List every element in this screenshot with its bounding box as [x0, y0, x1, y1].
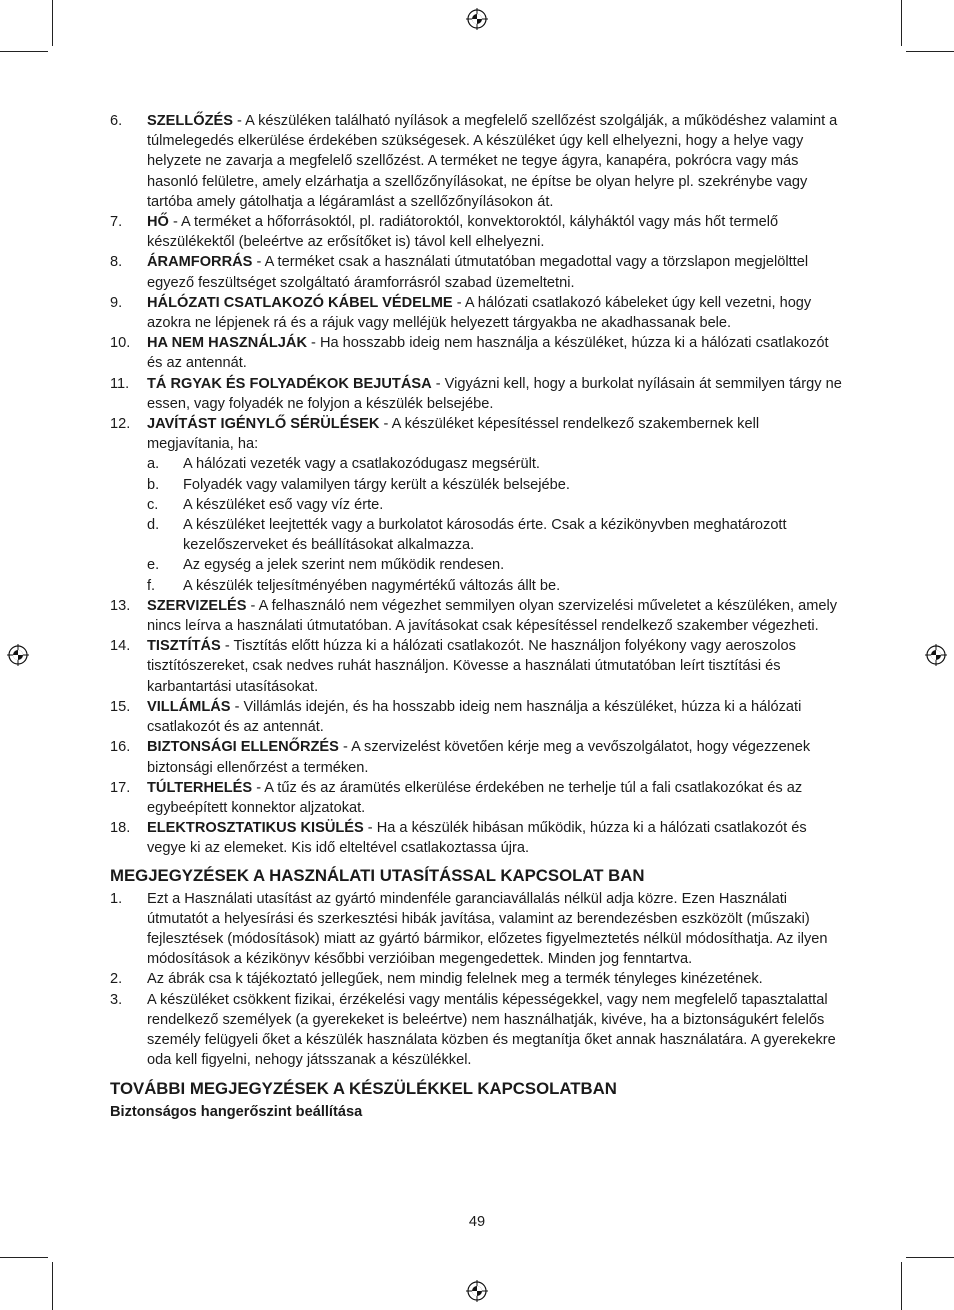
item-number: 10. [110, 335, 131, 352]
crop-mark [901, 0, 902, 46]
sub-item-text: A készülék teljesítményében nagymértékű változás állt be. [183, 577, 561, 594]
page-number: 49 [468, 1214, 486, 1230]
list-item [110, 252, 846, 292]
sub-list-item [147, 555, 846, 575]
item-body [147, 414, 846, 454]
crop-mark [901, 1262, 902, 1310]
sub-item-letter: f. [147, 577, 156, 594]
item-title: ÁRAMFORRÁS [147, 254, 253, 271]
list-item [110, 111, 846, 212]
safety-list [110, 111, 846, 859]
section-heading-additional: TOVÁBBI MEGJEGYZÉSEK A KÉSZÜLÉKKEL KAPCSOLATBAN [110, 1079, 617, 1099]
sub-item-text: Folyadék vagy valamilyen tárgy került a készülék belsejébe. [183, 476, 570, 493]
item-text: - Villámlás idején, és ha hosszabb ideig nem használja a készüléket, húzza ki a hálózati csatlakozót és az antennát. [147, 698, 802, 736]
item-title: VILLÁMLÁS [147, 698, 231, 715]
list-item [110, 697, 846, 737]
sub-item-text: A hálózati vezeték vagy a csatlakozódugasz megsérült. [183, 456, 540, 473]
sub-list-item [147, 495, 846, 515]
crop-mark [906, 51, 954, 52]
section-heading-notes: MEGJEGYZÉSEK A HASZNÁLATI UTASÍTÁSSAL KAPCSOLAT BAN [110, 865, 645, 885]
list-item [110, 333, 846, 373]
list-item [110, 737, 846, 777]
page-content [110, 111, 846, 1122]
crop-mark [0, 51, 48, 52]
crop-mark [52, 0, 53, 46]
list-item [110, 969, 846, 989]
list-item [110, 293, 846, 333]
item-number: 9. [110, 294, 123, 311]
item-number: 8. [110, 254, 123, 271]
item-number: 15. [110, 698, 131, 715]
item-number: 2. [110, 971, 123, 988]
item-title: TÁ RGYAK ÉS FOLYADÉKOK BEJUTÁSA [147, 375, 432, 392]
item-text: - A készüléken található nyílások a megfelelő szellőzést szolgálják, a működéshez valamint a túlmelegedés elkerülése érdekében szükségesek. A készüléket úgy kell elhelyezni, hogy a helye vagy helyzete ne zavarja a megfelelő szellőzést. A terméket ne tegye ágyra, kanapéra, pokrócra vagy más hasonló felületre, amely elzárhatja a szellőzőnyílásokat, ne építse be olyan helyre pl. szekrénybe vagy tartóba amely gátolhatja a légáramlást a szellőzőnyílásokon át. [147, 113, 838, 210]
item-body [147, 212, 846, 252]
list-item [110, 414, 846, 454]
item-title: HŐ [147, 214, 169, 231]
registration-mark-icon [466, 8, 488, 30]
item-text: - A tűz és az áramütés elkerülése érdekében ne terhelje túl a fali csatlakozókat és az egybeépített konnektor aljzatokat. [147, 779, 803, 816]
sub-item-text: Az egység a jelek szerint nem működik rendesen. [183, 557, 505, 574]
item-number: 12. [110, 416, 131, 433]
registration-mark-icon [466, 1280, 488, 1302]
item-text: - A terméket a hőforrásoktól, pl. radiátoroktól, konvektoroktól, kályháktól vagy más hőt termelő készülékektől (beleértve az erősítőket is) távol kell elhelyezni. [147, 214, 779, 251]
item-number: 13. [110, 597, 131, 614]
item-title: SZELLŐZÉS [147, 113, 233, 129]
item-text: A készüléket csökkent fizikai, érzékelési vagy mentális képességekkel, vagy nem megfelelő tapasztalattal rendelkező személyek (a gyerekeket is beleértve) nem használhatják, kivéve, ha a biztonságukért felelős személy felügyeli őket a készülék használata közben és megtanítja őket annak használatára. A gyerekekre oda kell figyelni, nehogy játsszanak a készülékkel. [147, 991, 836, 1069]
sub-item-text: A készüléket leejtették vagy a burkolatot károsodás érte. Csak a kézikönyvben meghatározott kezelőszerveket és beállításokat alkalmazza. [183, 517, 787, 554]
list-item [110, 818, 846, 858]
item-number: 18. [110, 820, 131, 837]
item-text: - Ha a készülék hibásan működik, húzza ki a hálózati csatlakozót és vegye ki az elemeket. Kis idő elteltével csatlakoztassa újra. [147, 820, 807, 857]
sub-list-item [147, 576, 846, 596]
list-item [110, 596, 846, 636]
item-title: TISZTÍTÁS [147, 638, 221, 655]
item-title: JAVÍTÁST IGÉNYLŐ SÉRÜLÉSEK [147, 416, 380, 433]
item-text: - A szervizelést követően kérje meg a vevőszolgálatot, hogy végezzenek biztonsági ellenőrzést a terméken. [147, 739, 811, 776]
item-number: 6. [110, 113, 123, 129]
item-body [147, 697, 846, 737]
sub-item-text: A készüléket eső vagy víz érte. [183, 496, 384, 513]
item-number: 3. [110, 991, 123, 1008]
item-number: 11. [110, 375, 130, 392]
sub-item-letter: a. [147, 456, 160, 473]
sub-list-item [147, 454, 846, 474]
sub-item-letter: d. [147, 517, 160, 534]
crop-mark [52, 1262, 53, 1310]
item-number: 17. [110, 779, 131, 796]
item-number: 1. [110, 890, 123, 907]
item-body [147, 778, 846, 818]
item-text: - A készüléket képesítéssel rendelkező szakembernek kell megjavítania, ha: [147, 416, 760, 453]
sub-list-item [147, 515, 846, 555]
notes-list [110, 889, 846, 1071]
item-text: - Tisztítás előtt húzza ki a hálózati csatlakozót. Ne használjon folyékony vagy aeroszolos tisztítószereket, csak nedves ruhát használjon. Kövesse a használati útmutatóban leírt tisztítási és karbantartási utasításokat. [147, 638, 796, 695]
subsection-heading: Biztonságos hangerőszint beállítása [110, 1104, 363, 1121]
item-number: 16. [110, 739, 131, 756]
item-text: Az ábrák csa k tájékoztató jellegűek, nem mindig felelnek meg a termék tényleges kinézetének. [147, 971, 763, 988]
item-title: HA NEM HASZNÁLJÁK [147, 335, 307, 352]
item-body [147, 636, 846, 697]
item-number: 14. [110, 638, 131, 655]
item-body [147, 111, 846, 212]
item-body [147, 818, 846, 858]
item-number: 7. [110, 214, 123, 231]
registration-mark-icon [925, 644, 947, 666]
list-item [110, 778, 846, 818]
sub-list-item [147, 475, 846, 495]
crop-mark [906, 1257, 954, 1258]
item-body [147, 596, 846, 636]
item-body [147, 252, 846, 292]
item-title: TÚLTERHELÉS [147, 779, 253, 796]
item-title: ELEKTROSZTATIKUS KISÜLÉS [147, 820, 364, 837]
item-body [147, 374, 846, 414]
sub-item-letter: b. [147, 476, 160, 493]
item-text: - Ha hosszabb ideig nem használja a készüléket, húzza ki a hálózati csatlakozót és az antennát. [147, 335, 829, 372]
crop-mark [0, 1257, 48, 1258]
sub-item-letter: c. [147, 496, 159, 513]
list-item [110, 889, 846, 970]
item-body [147, 293, 846, 333]
item-text: Ezt a Használati utasítást az gyártó mindenféle garanciavállalás nélkül adja közre. Ezen Használati útmutatót a helyesírási és szerkesztési hibák javítása, valamint az berendezésben eszközölt (műszaki) fejlesztések (módosítások) miatt az gyártó bármikor, előzetes figyelmeztetés nélkül módosíthatja. Az ilyen módosítások a kézikönyv későbbi verzióiban megengedettek. Minden jog fenntartva. [147, 890, 828, 968]
list-item [110, 212, 846, 252]
item-text: - A felhasználó nem végezhet semmilyen olyan szervizelési műveletet a készüléken, amely nincs leírva a használati útmutatóban. A javításokat csak képesítéssel rendelkező szakember végezheti. [147, 597, 838, 635]
list-item [110, 374, 846, 414]
item-title: BIZTONSÁGI ELLENŐRZÉS [147, 739, 339, 756]
item-text: - A hálózati csatlakozó kábeleket úgy kell vezetni, hogy azokra ne lépjenek rá és a rájuk vagy melléjük helyezett tárgyakba ne akadhassanak bele. [147, 294, 812, 332]
item-title: SZERVIZELÉS [147, 597, 247, 614]
item-text: - A terméket csak a használati útmutatóban megadottal vagy a törzslapon megjelölttel egyező feszültséget szolgáltató áramforrásról szabad üzemeltetni. [147, 254, 809, 291]
list-item [110, 636, 846, 697]
item-text: - Vigyázni kell, hogy a burkolat nyílásain át semmilyen tárgy ne essen, vagy folyadék ne folyjon a készülék belsejébe. [147, 375, 842, 412]
item-body [147, 333, 846, 373]
registration-mark-icon [7, 644, 29, 666]
list-item [110, 990, 846, 1071]
item-body [147, 737, 846, 777]
sub-item-letter: e. [147, 557, 160, 574]
item-title: HÁLÓZATI CSATLAKOZÓ KÁBEL VÉDELME [147, 294, 453, 311]
